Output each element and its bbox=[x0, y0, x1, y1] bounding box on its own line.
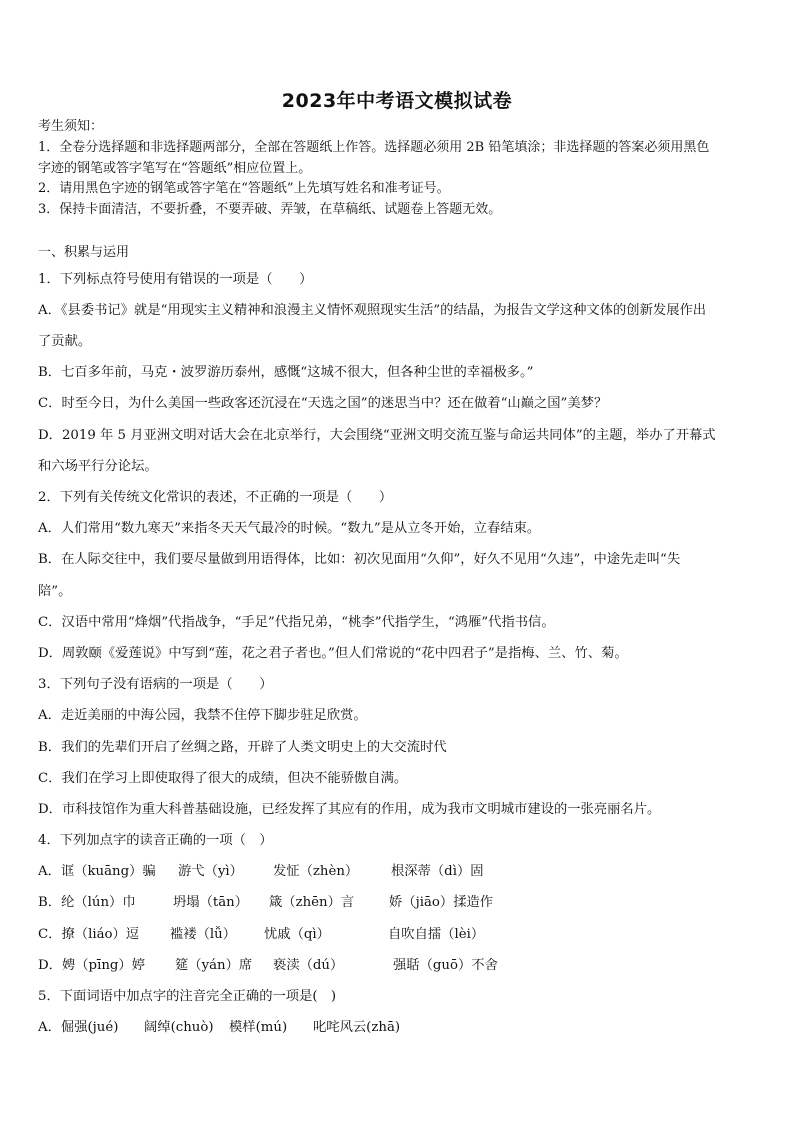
q5-a-word-1: A．倔强(jué) bbox=[38, 1020, 119, 1035]
q3-option-a: A．走近美丽的中海公园，我禁不住停下脚步驻足欣赏。 bbox=[38, 708, 367, 723]
q1-option-d-cont: 和六场平行分论坛。 bbox=[38, 459, 158, 474]
notice-item-3: 3．保持卡面清洁，不要折叠，不要弄破、弄皱，在草稿纸、试题卷上答题无效。 bbox=[38, 202, 502, 217]
q4-option-b bbox=[38, 894, 762, 912]
q4-option-c bbox=[38, 926, 762, 944]
q4-a-word-1: A．诓（kuāng）骗 bbox=[38, 864, 156, 879]
q2-option-a: A．人们常用“数九寒天”来指冬天天气最冷的时候。“数九”是从立冬开始，立春结束。 bbox=[38, 521, 541, 536]
q4-b-word-3: 箴（zhēn）言 bbox=[269, 895, 355, 910]
q5-a-word-3: 模样(mú) bbox=[229, 1020, 288, 1035]
q4-c-word-2: 褴褛（lǚ） bbox=[170, 927, 237, 942]
q5-a-word-4: 叱咤风云(zhā) bbox=[313, 1020, 401, 1035]
q1-stem: 1．下列标点符号使用有错误的一项是（ ） bbox=[38, 272, 313, 287]
notice-item-2: 2．请用黑色字迹的钢笔或答字笔在“答题纸”上先填写姓名和准考证号。 bbox=[38, 181, 450, 196]
q1-option-a-cont: 了贡献。 bbox=[38, 334, 92, 349]
q4-a-word-3: 发怔（zhèn） bbox=[273, 864, 359, 879]
notice-heading: 考生须知： bbox=[38, 119, 104, 134]
q4-a-word-4: 根深蒂（dì）固 bbox=[391, 864, 484, 879]
notice-item-1-cont: 字迹的钢笔或答字笔写在“答题纸”相应位置上。 bbox=[38, 161, 312, 176]
section-heading: 一、积累与运用 bbox=[38, 245, 130, 260]
q4-d-word-1: D．娉（pīng）婷 bbox=[38, 958, 145, 973]
q2-stem: 2．下列有关传统文化常识的表述，不正确的一项是（ ） bbox=[38, 490, 393, 505]
q1-option-d: D．2019 年 5 月亚洲文明对话大会在北京举行，大会围绕“亚洲文明交流互鉴与命运共同体”的主题，举办了开幕式 bbox=[38, 428, 716, 443]
q4-a-word-2: 游弋（yì） bbox=[178, 864, 243, 879]
q4-option-d bbox=[38, 957, 762, 975]
q1-option-c: C．时至今日，为什么美国一些政客还沉浸在“天选之国”的迷思当中？还在做着“山巅之国”美梦？ bbox=[38, 396, 608, 411]
q4-d-word-4: 强聒（guō）不舍 bbox=[393, 958, 498, 973]
q2-option-b: B．在人际交往中，我们要尽量做到用语得体，比如：初次见面用“久仰”，好久不见用“久违”，中途先走叫“失 bbox=[38, 552, 681, 567]
q5-option-a bbox=[38, 1019, 762, 1037]
q4-c-word-4: 自吹自擂（lèi） bbox=[388, 927, 485, 942]
q5-a-word-2: 阔绰(chuò) bbox=[144, 1020, 214, 1035]
q3-stem: 3．下列句子没有语病的一项是（ ） bbox=[38, 677, 273, 692]
q4-d-word-3: 亵渎（dú） bbox=[273, 958, 344, 973]
q4-c-word-3: 忧戚（qì） bbox=[264, 927, 330, 942]
q4-d-word-2: 筵（yán）席 bbox=[175, 958, 253, 973]
notice-item-1: 1．全卷分选择题和非选择题两部分，全部在答题纸上作答。选择题必须用 2B 铅笔填涂；非选择题的答案必须用黑色 bbox=[38, 140, 710, 155]
q2-option-d: D．周敦颐《爱莲说》中写到“莲，花之君子者也。”但人们常说的“花中四君子”是指梅、兰、竹、菊。 bbox=[38, 646, 628, 661]
q4-b-word-4: 娇（jiāo）揉造作 bbox=[389, 895, 494, 910]
page-title: 2023年中考语文模拟试卷 bbox=[281, 90, 513, 112]
q2-option-c: C．汉语中常用“烽烟”代指战争，“手足”代指兄弟，“桃李”代指学生，“鸿雁”代指书信。 bbox=[38, 615, 555, 630]
q3-option-b: B．我们的先辈们开启了丝绸之路，开辟了人类文明史上的大交流时代 bbox=[38, 740, 447, 755]
q3-option-c: C．我们在学习上即使取得了很大的成绩，但决不能骄傲自满。 bbox=[38, 771, 408, 786]
q3-option-d: D．市科技馆作为重大科普基础设施，已经发挥了其应有的作用，成为我市文明城市建设的一张亮丽名片。 bbox=[38, 802, 661, 817]
q4-option-a bbox=[38, 863, 762, 881]
q4-c-word-1: C．撩（liáo）逗 bbox=[38, 927, 140, 942]
q4-stem: 4．下列加点字的读音正确的一项（ ） bbox=[38, 833, 273, 848]
q1-option-a: A．《县委书记》就是“用现实主义精神和浪漫主义情怀观照现实生活”的结晶，为报告文学这种文体的创新发展作出 bbox=[38, 303, 707, 318]
q4-b-word-2: 坍塌（tān） bbox=[173, 895, 249, 910]
q1-option-b: B．七百多年前，马克・波罗游历泰州，感慨“这城不很大，但各种尘世的幸福极多。” bbox=[38, 365, 534, 380]
q5-stem: 5．下面词语中加点字的注音完全正确的一项是( ) bbox=[38, 989, 337, 1004]
q2-option-b-cont: 陪”。 bbox=[38, 584, 72, 599]
q4-b-word-1: B．纶（lún）巾 bbox=[38, 895, 136, 910]
